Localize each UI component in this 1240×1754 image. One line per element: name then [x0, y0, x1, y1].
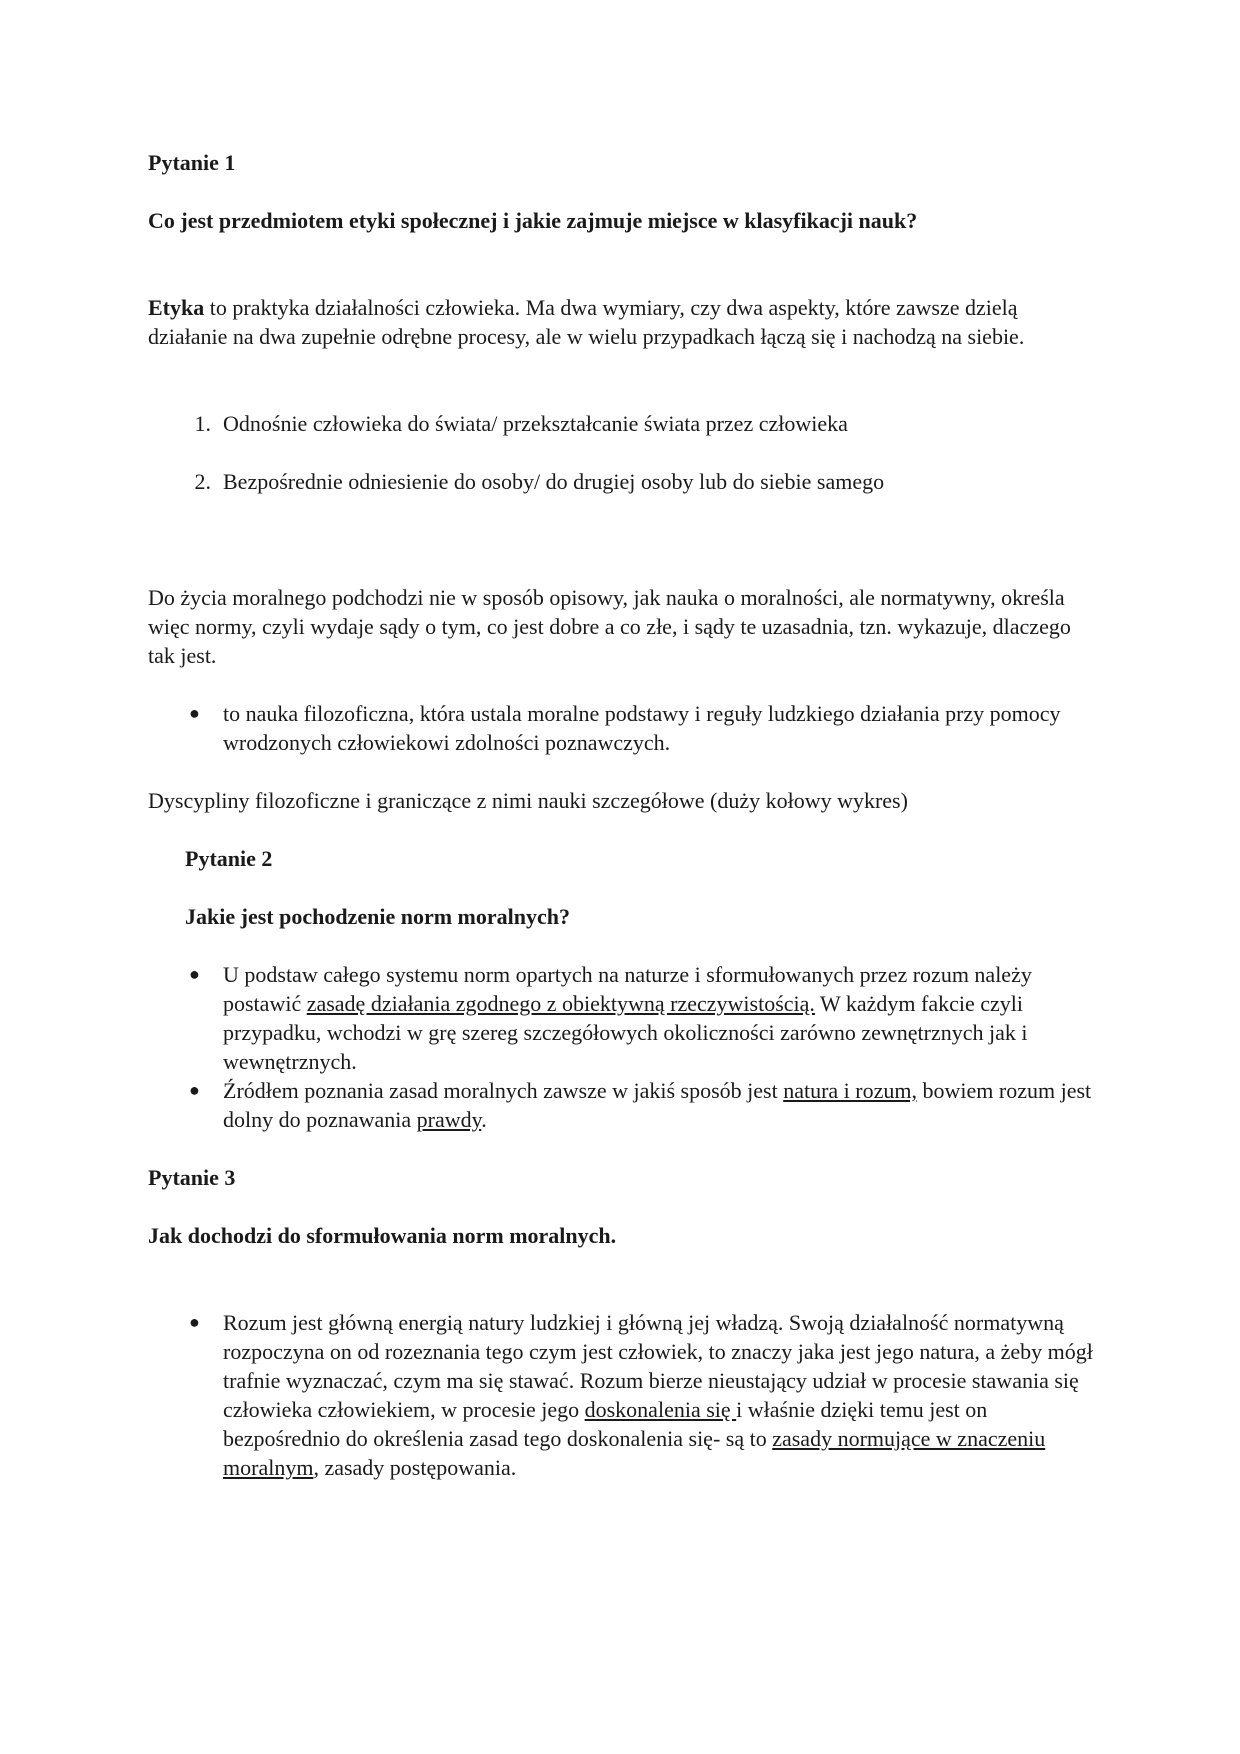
q3-heading: Pytanie 3: [148, 1165, 236, 1190]
bullet-text: W każdym fakcie czyli przypadku, wchodzi w grę szereg szczegółowych okoliczności zarówno zewnętrznych jak i wewnętrznych.: [223, 991, 1028, 1074]
q1-bullet-1: [189, 699, 1103, 757]
underlined-phrase: doskonalenia się: [584, 1397, 737, 1422]
list-marker: 2.: [194, 469, 211, 494]
bullet-text: Źródłem poznania zasad moralnych zawsze w jakiś sposób jest: [223, 1078, 784, 1103]
bullet-text: .: [481, 1107, 487, 1132]
q1-intro-paragraph: [148, 293, 1098, 351]
bullet-text: U podstaw całego systemu norm opartych na naturze i sformułowanych przez rozum należy postawić: [223, 962, 1032, 1016]
q1-heading: Pytanie 1: [148, 150, 236, 175]
q2-bullet-1: [189, 960, 1103, 1076]
q1-paragraph-2: Do życia moralnego podchodzi nie w sposób opisowy, jak nauka o moralności, ale normatywny, określa więc normy, czyli wydaje sądy o tym, co jest dobre a co złe, i sądy te uzasadnia, tzn. wykazuje, dlaczego tak jest.: [148, 585, 1071, 668]
q1-intro-text: to praktyka działalności człowieka. Ma dwa wymiary, czy dwa aspekty, które zawsze dzielą działanie na dwa zupełnie odrębne procesy, ale w wielu przypadkach łączą się i nachodzą na siebie.: [148, 295, 1025, 349]
bullet-icon: ●: [189, 1080, 200, 1100]
q1-question: Co jest przedmiotem etyki społecznej i jakie zajmuje miejsce w klasyfikacji nauk?: [148, 208, 918, 233]
underlined-phrase: prawdy: [416, 1107, 482, 1132]
q2-question: Jakie jest pochodzenie norm moralnych?: [185, 904, 570, 929]
q3-question: Jak dochodzi do sformułowania norm moralnych.: [148, 1223, 617, 1248]
bullet-text: i właśnie dzięki temu jest on bezpośrednio do określenia zasad tego doskonalenia się- są to: [223, 1397, 988, 1451]
bullet-text: to nauka filozoficzna, która ustala moralne podstawy i reguły ludzkiego działania przy pomocy wrodzonych człowiekowi zdolności poznawczych.: [223, 701, 1061, 755]
q1-list-item-2: [194, 467, 1103, 496]
bullet-icon: ●: [189, 964, 200, 984]
list-item-text: Bezpośrednie odniesienie do osoby/ do drugiej osoby lub do siebie samego: [223, 469, 885, 494]
underlined-phrase: zasadę działania zgodnego z obiektywną rzeczywistością.: [306, 991, 815, 1016]
q1-intro-term: Etyka: [148, 295, 205, 320]
q3-bullet-1: [189, 1308, 1103, 1482]
list-item-text: Odnośnie człowieka do świata/ przekształcanie świata przez człowieka: [223, 411, 848, 436]
bullet-icon: ●: [189, 703, 200, 723]
bullet-icon: ●: [189, 1312, 200, 1332]
list-marker: 1.: [194, 411, 211, 436]
underlined-phrase: natura i rozum,: [783, 1078, 918, 1103]
bullet-text: bowiem rozum jest dolny do poznawania: [223, 1078, 1092, 1132]
q1-list-item-1: [194, 409, 1103, 438]
bullet-text: Rozum jest główną energią natury ludzkiej i główną jej władzą. Swoją działalność normatywną rozpoczyna on od rozeznania tego czym jest człowiek, to znaczy jaka jest jego natura, a żeby mógł trafnie wyznaczać, czym ma się stawać. Rozum bierze nieustający udział w procesie stawania się człowieka człowiekiem, w procesie jego: [223, 1310, 1093, 1422]
q2-bullet-2: [189, 1076, 1103, 1134]
bullet-text: , zasady postępowania.: [313, 1455, 517, 1480]
q1-paragraph-3: Dyscypliny filozoficzne i graniczące z nimi nauki szczegółowe (duży kołowy wykres): [148, 788, 908, 813]
underlined-phrase: zasady normujące w znaczeniu moralnym: [223, 1426, 1046, 1480]
q2-heading: Pytanie 2: [185, 846, 273, 871]
